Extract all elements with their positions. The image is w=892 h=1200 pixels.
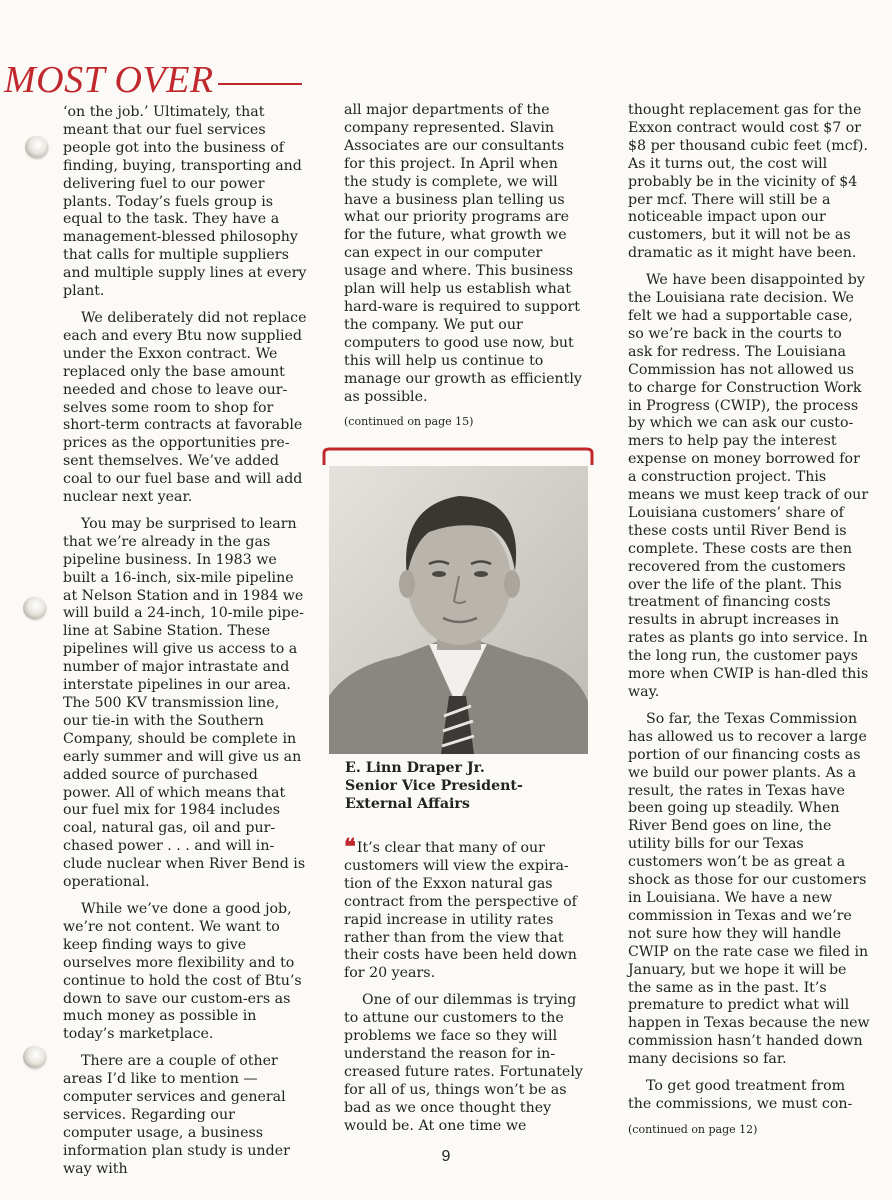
caption-title: Senior Vice President-External Affairs — [345, 778, 523, 812]
article-heading: MOST OVER — [4, 59, 214, 101]
column-3 — [628, 102, 870, 1146]
paragraph: all major departments of the company represented. Slavin Associates are our consultants for this project. In April when the study is complete, we will have a business plan telling us what our priority programs are for the future, what growth we can expect in our computer usage and where. This business plan will help us establish what hard-ware is required to support the company. We put our computers to good use now, but this will help us continue to manage our growth as efficiently as possible. — [344, 102, 582, 405]
binder-hole — [25, 136, 47, 158]
paragraph: While we’ve done a good job, we’re not content. We want to keep finding ways to give ourselves more flexibility and to continue to hold the cost of Btu’s down to save our custom-ers as much money as possible in today’s marketplace. — [63, 900, 302, 1043]
portrait-image — [329, 466, 588, 754]
continued-note: (continued on page 12) — [628, 1122, 758, 1136]
paragraph: You may be surprised to learn that we’re already in the gas pipeline business. In 1983 we built a 16-inch, six-mile pipeline at Nelson Station and in 1984 we will build a 24-inch, 10-mile pipe-line at Sabine Station. These pipelines will give us access to a number of major intrastate and interstate pipelines in our area. The 500 KV transmission line, our tie-in with the Southern Company, should be complete in early summer and will give us an added source of purchased power. All of which means that our fuel mix for 1984 includes coal, natural gas, oil and pur-chased power . . . and will in-clude nuclear when River Bend is operational. — [63, 515, 306, 891]
heading-rule — [218, 83, 302, 85]
portrait-photo — [329, 466, 588, 754]
photo-caption — [345, 759, 585, 813]
caption-name: E. Linn Draper Jr. — [345, 760, 485, 776]
column-2-lower — [344, 834, 584, 1145]
binder-hole — [23, 597, 45, 619]
paragraph: We have been disappointed by the Louisiana rate decision. We felt we had a supportable case, so we’re back in the courts to ask for redress. The Louisiana Commission has not allowed us to charge for Construction Work in Progress (CWIP), the process by which we can ask our custo-mers to help pay the interest expense on money borrowed for a construction project. This means we must keep track of our Louisiana customers’ share of these costs until River Bend is complete. These costs are then recovered from the customers over the life of the plant. This treatment of financing costs results in abrupt increases in rates as plants go into service. In the long run, the customer pays more when CWIP is han-dled this way. — [628, 272, 869, 700]
binder-hole — [23, 1046, 45, 1068]
pull-quote — [344, 834, 584, 983]
photo-bracket — [322, 447, 594, 467]
paragraph: ‘on the job.’ Ultimately, that meant that our fuel services people got into the business of finding, buying, transporting and delivering fuel to our power plants. Today’s fuels group is equal to the task. They have a management-blessed philosophy that calls for multiple suppliers and multiple supply lines at every plant. — [63, 104, 307, 300]
paragraph: To get good treatment from the commissions, we must con- — [628, 1078, 853, 1112]
paragraph: So far, the Texas Commission has allowed us to recover a large portion of our financing costs as we build our power plants. As a result, the rates in Texas have been going up steadily. When River Bend goes on line, the utility bills for our Texas customers won’t be as great a shock as those for our customers in Louisiana. We have a new commission in Texas and we’re not sure how they will handle CWIP on the rate case we filed in January, but we hope it will be the same as in the past. It’s premature to predict what will happen in Texas because the new commission hasn’t handed down many decisions so far. — [628, 710, 870, 1068]
paragraph: One of our dilemmas is trying to attune our customers to the problems we face so they will understand the reason for in-creased future rates. Fortunately for all of us, things won’t be as bad as we once thought they would be. At one time we — [344, 992, 583, 1134]
page-number: 9 — [441, 1148, 451, 1165]
column-1 — [63, 104, 307, 1188]
paragraph: We deliberately did not replace each and every Btu now supplied under the Exxon contract. We replaced only the base amount needed and chose to leave our-selves some room to shop for short-term contracts at favorable prices as the opportunities pre-sent themselves. We’ve added coal to our fuel base and will add nuclear next year. — [63, 309, 307, 506]
paragraph: thought replacement gas for the Exxon contract would cost $7 or $8 per thousand cubic feet (mcf). As it turns out, the cost will probably be in the vicinity of $4 per mcf. There will still be a noticeable impact upon our customers, but it will not be as dramatic as it might have been. — [628, 102, 868, 262]
quote-mark-icon: ❝ — [344, 834, 356, 860]
quote-text: It’s clear that many of our customers will view the expira-tion of the Exxon natural gas contract from the perspective of rapid increase in utility rates rather than from the view that their costs have been held down for 20 years. — [344, 840, 577, 982]
column-2 — [344, 102, 584, 438]
paragraph: There are a couple of other areas I’d like to mention — computer services and general services. Regarding our computer usage, a business information plan study is under way with — [63, 1053, 290, 1177]
continued-note: (continued on page 15) — [344, 415, 474, 429]
